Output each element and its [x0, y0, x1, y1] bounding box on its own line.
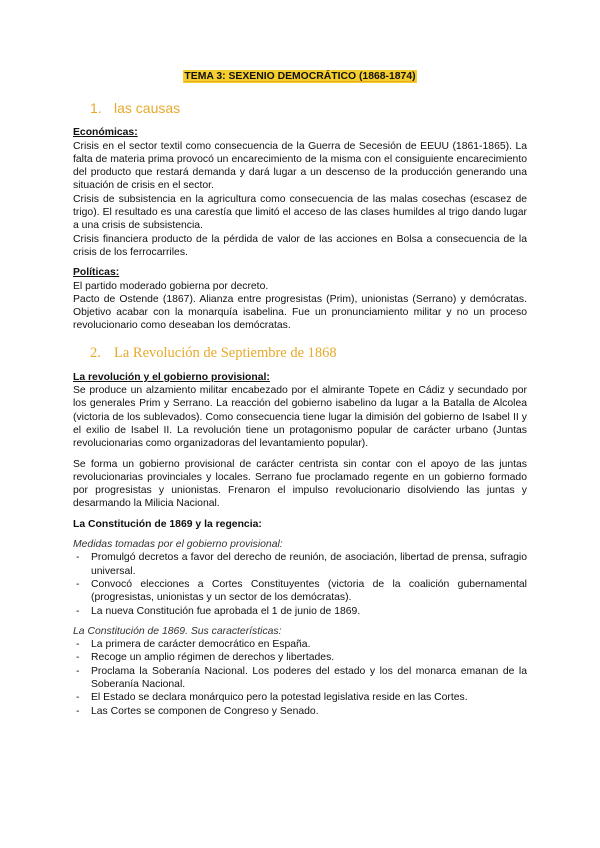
politicas-label: Políticas: [73, 267, 120, 279]
revolucion-paragraph: Se forma un gobierno provisional de carácter centrista sin contar con el apoyo de las juntas revolucionarias provinciales y locales. Serrano fue proclamado regente en un gobierno formado por progresistas y unionistas. Frenaron el impulso revolucionario disolviendo las juntas y desarmando la Milicia Nacional. [73, 458, 527, 510]
section-1-heading [90, 100, 527, 116]
list-item: - La primera de carácter democrático en España. [73, 638, 527, 651]
economicas-paragraph: Crisis en el sector textil como consecuencia de la Guerra de Secesión de EEUU (1861-1865). La falta de materia prima provocó un encarecimiento de la misma con el consiguiente encarecimiento del producto que restará demanda y dará lugar a un descenso de la producción generando una situación de crisis en el sector. [73, 140, 527, 192]
economicas-paragraph: Crisis de subsistencia en la agricultura como consecuencia de las malas cosechas (escasez de trigo). El resultado es una carestía que limitó el acceso de las clases humildes al trigo dando lugar a una crisis de subsistencia. [73, 193, 527, 232]
section-2-title: La Revolución de Septiembre de 1868 [114, 344, 337, 361]
caracteristicas-list [73, 638, 527, 718]
constitucion-label: La Constitución de 1869 y la regencia: [73, 518, 262, 530]
caracteristicas-label: La Constitución de 1869. Sus características: [73, 625, 282, 637]
revolucion-label: La revolución y el gobierno provisional: [73, 371, 270, 383]
page-title: TEMA 3: SEXENIO DEMOCRÁTICO (1868-1874) [184, 71, 416, 82]
politicas-paragraph: El partido moderado gobierna por decreto. [73, 280, 269, 292]
medidas-label: Medidas tomadas por el gobierno provisional: [73, 539, 283, 551]
list-item: - Proclama la Soberanía Nacional. Los poderes del estado y los del monarca emanan de la Soberanía Nacional. [73, 665, 527, 692]
list-item: - La nueva Constitución fue aprobada el 1 de junio de 1869. [73, 605, 527, 618]
section-2-number: 2. [90, 344, 101, 361]
document-page [73, 70, 527, 718]
list-item: - El Estado se declara monárquico pero la potestad legislativa reside en las Cortes. [73, 691, 527, 704]
list-item: - Convocó elecciones a Cortes Constituyentes (victoria de la coalición gubernamental (progresistas, unionistas y un sector de los demócratas). [73, 578, 527, 605]
economicas-paragraph: Crisis financiera producto de la pérdida de valor de las acciones en Bolsa a consecuencia de la crisis de los ferrocarriles. [73, 233, 527, 258]
section-1-number: 1. [90, 100, 102, 117]
section-2-heading [90, 345, 527, 361]
list-item: - Las Cortes se componen de Congreso y Senado. [73, 705, 527, 718]
medidas-list [73, 551, 527, 617]
revolucion-paragraph: Se produce un alzamiento militar encabezado por el almirante Topete en Cádiz y secundado por los generales Prim y Serrano. La reacción del gobierno isabelino da lugar a la Batalla de Alcolea (victoria de los sublevados). Como consecuencia tiene lugar la dimisión del gobierno de Isabel II y el exilio de Isabel II. La revolución tiene un protagonismo popular de carácter urbano (Juntas revolucionarias como organizadoras del levantamiento popular). [73, 385, 527, 450]
economicas-label: Económicas: [73, 127, 138, 139]
list-item: - Recoge un amplio régimen de derechos y libertades. [73, 651, 527, 664]
politicas-paragraph: Pacto de Ostende (1867). Alianza entre progresistas (Prim), unionistas (Serrano) y demócratas. Objetivo acabar con la monarquía isabelina. Fue un pronunciamiento militar y no un proceso revolucionario como deseaban los demócratas. [73, 293, 527, 332]
list-item: - Promulgó decretos a favor del derecho de reunión, de asociación, libertad de prensa, sufragio universal. [73, 551, 527, 578]
section-1-title: las causas [114, 100, 181, 117]
